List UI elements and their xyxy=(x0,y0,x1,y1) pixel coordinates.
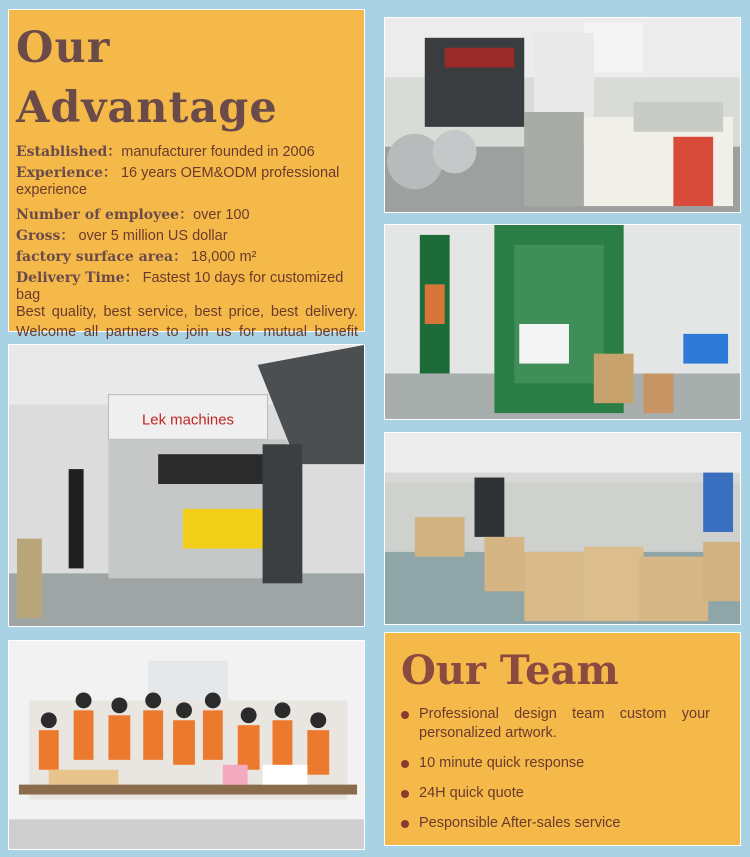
team-item-text: 24H quick quote xyxy=(419,785,524,801)
row-value: over 100 xyxy=(193,207,250,223)
row-label: factory surface area： xyxy=(16,249,188,265)
list-item xyxy=(397,754,740,773)
row-label: Established： xyxy=(16,144,122,160)
list-item xyxy=(397,814,740,833)
advantage-row-area xyxy=(16,249,364,266)
row-value: over 5 million US dollar xyxy=(74,228,228,244)
photo-lek-machine xyxy=(8,344,365,627)
advantage-row-experience xyxy=(16,165,364,199)
list-item xyxy=(397,705,740,743)
bullet-icon xyxy=(401,820,409,828)
advantage-row-delivery xyxy=(16,270,364,304)
row-label: Gross： xyxy=(16,228,75,244)
photo-blowing-machines xyxy=(384,17,741,213)
team-list xyxy=(397,705,740,833)
advantage-panel xyxy=(8,9,365,340)
team-panel xyxy=(384,632,741,846)
lek-machines-sign: Lek machines xyxy=(142,412,234,429)
row-value: Fastest 10 days for customized bag xyxy=(16,270,344,303)
team-item-text: Professional design team custom your personalized artwork. xyxy=(419,706,710,741)
row-label: Number of employee： xyxy=(16,207,194,223)
team-title: Our Team xyxy=(401,647,619,694)
bullet-icon xyxy=(401,790,409,798)
row-label: Experience： xyxy=(16,165,117,181)
row-value: 18,000 m² xyxy=(187,249,257,265)
team-item-text: Pesponsible After-sales service xyxy=(419,815,621,831)
photo-team-group xyxy=(8,640,365,850)
advantage-title: Our Advantage xyxy=(16,23,278,133)
advantage-row-gross xyxy=(16,228,364,245)
list-item xyxy=(397,784,740,803)
team-item-text: 10 minute quick response xyxy=(419,755,585,771)
photo-warehouse-boxes xyxy=(384,432,741,625)
advantage-paragraph: Best quality, best service, best price, best delivery. Welcome all partners to join us for mutual benefit xyxy=(16,304,358,340)
advantage-row-established xyxy=(16,144,364,161)
bullet-icon xyxy=(401,711,409,719)
advantage-row-employees xyxy=(16,207,364,224)
row-value: manufacturer founded in 2006 xyxy=(121,144,315,160)
bullet-icon xyxy=(401,760,409,768)
row-value: 16 years OEM&ODM professional experience xyxy=(16,165,340,198)
row-label: Delivery Time： xyxy=(16,270,139,286)
photo-green-machine xyxy=(384,224,741,420)
